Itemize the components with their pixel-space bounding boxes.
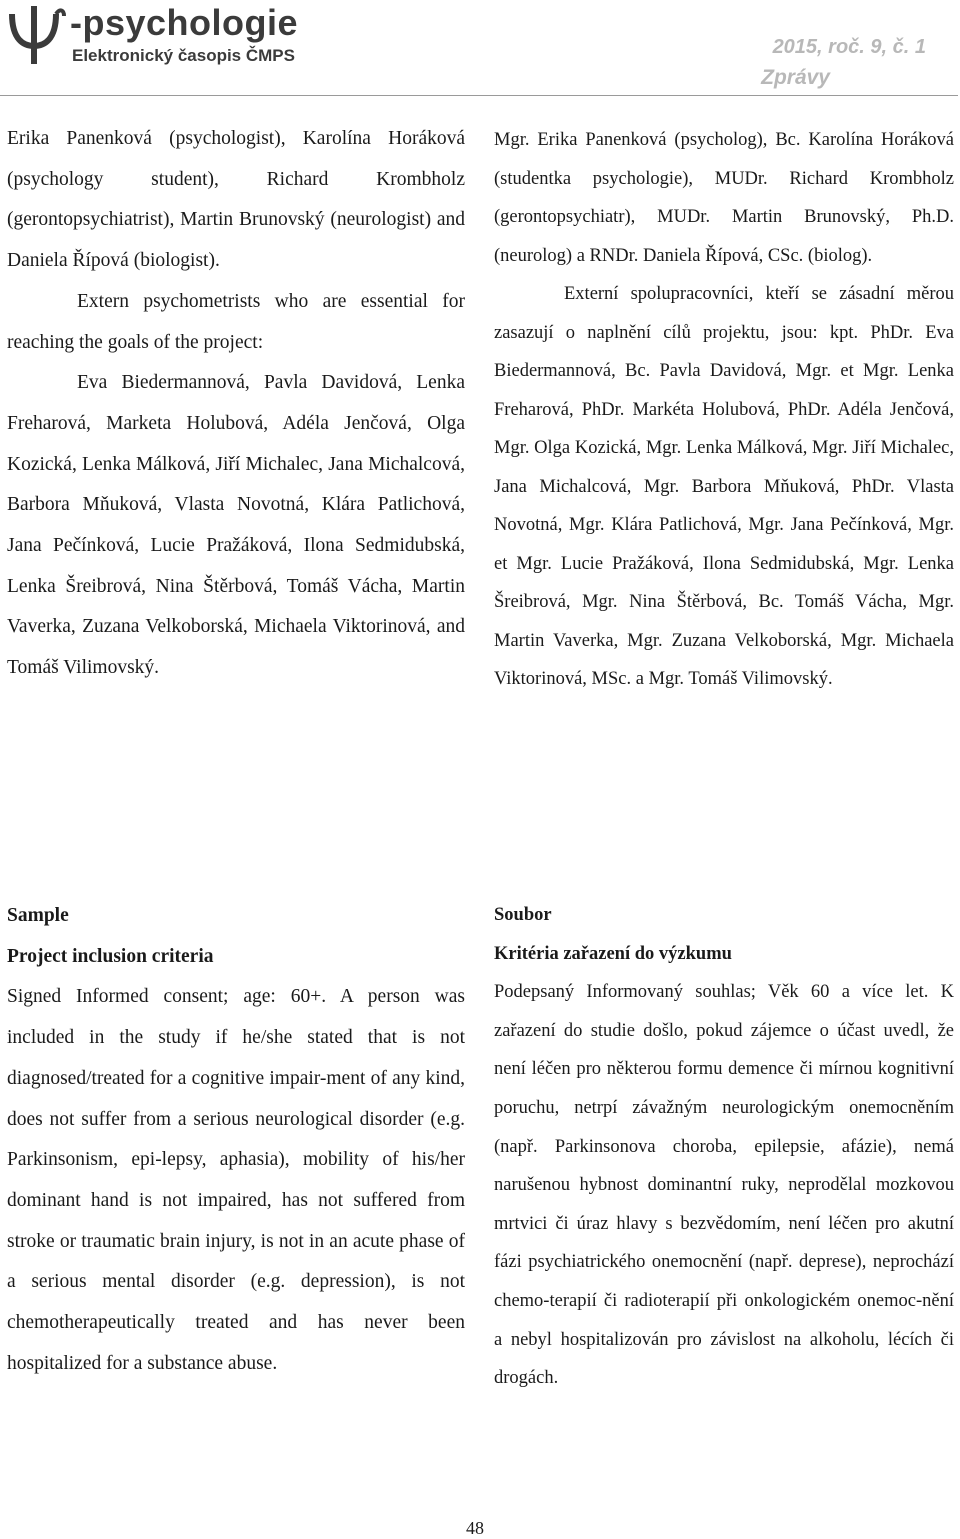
- czech-criteria-heading: Kritéria zařazení do výzkumu: [494, 943, 732, 964]
- page-header: [0, 0, 960, 96]
- english-sample-column: [7, 896, 465, 1384]
- psi-logo-icon: [4, 2, 66, 68]
- english-criteria-heading: Project inclusion criteria: [7, 945, 214, 967]
- english-extern-names: Eva Biedermannová, Pavla Davidová, Lenka Freharová, Marketa Holubová, Adéla Jenčová, Olga Kozická, Lenka Málková, Jiří Michalec, Jana Michalcová, Barbora Mňuková, Vlasta Novotná, Klára Patlichová, Jana Pečínková, Lucie Pražáková, Ilona Sedmidubská, Lenka Šreibrová, Nina Štěrbová, Tomáš Vácha, Martin Vaverka, Zuzana Velkoborská, Michaela Viktorinová, and Tomáš Vilimovský.: [7, 372, 465, 679]
- czech-team-paragraph: Mgr. Erika Panenková (psycholog), Bc. Karolína Horáková (studentka psychologie), MUDr. Richard Krombholz (gerontopsychiatr), MUDr. Martin Brunovský, Ph.D. (neurolog) a RNDr. Daniela Řípová, CSc. (biolog).: [494, 130, 954, 266]
- logo-subtitle: Elektronický časopis ČMPS: [72, 46, 295, 65]
- czech-criteria-text: Podepsaný Informovaný souhlas; Věk 60 a více let. K zařazení do studie došlo, pokud zájemce o účast uvedl, že není léčen pro některou formu demence či mírnou kognitivní poruchu, netrpí závažným neurologickým onemocněním (např. Parkinsonova choroba, epilepsie, afázie), nemá narušenou hybnost dominantní ruky, neprodělal mozkovou mrtvici či úraz hlavy s bezvědomím, není léčen pro akutní fázi psychiatrického onemocnění (např. deprese), neprochází chemo-terapií či radioterapií při onkologickém onemoc-nění a nebyl hospitalizován pro závislost na alkoholu, lécích či drogách.: [494, 982, 954, 1389]
- english-criteria-text: Signed Informed consent; age: 60+. A person was included in the study if he/she stated that is not diagnosed/treated for a cognitive impair-ment of any kind, does not suffer from a serious neurological disorder (e.g. Parkinsonism, epi-lepsy, aphasia), mobility of his/her dominant hand is not impaired, has not suffered from stroke or traumatic brain injury, is not in an acute phase of a serious mental disorder (e.g. depression), is not chemotherapeutically treated and has never been hospitalized for a substance abuse.: [7, 986, 465, 1374]
- english-team-paragraph: Erika Panenková (psychologist), Karolína Horáková (psychology student), Richard Krombholz (gerontopsychiatrist), Martin Brunovský (neurologist) and Daniela Řípová (biologist).: [7, 128, 465, 272]
- english-team-column: [7, 119, 465, 689]
- journal-logo[interactable]: [4, 2, 364, 68]
- czech-sample-heading: Soubor: [494, 905, 552, 925]
- english-sample-heading: Sample: [7, 905, 69, 926]
- section-label: Zprávy: [761, 66, 830, 89]
- czech-extern-paragraph: Externí spolupracovníci, kteří se zásadní měrou zasazují o naplnění cílů projektu, jsou: kpt. PhDr. Eva Biedermannová, Bc. Pavla Davidová, Mgr. et Mgr. Lenka Freharová, PhDr. Markéta Holubová, PhDr. Adéla Jenčová, Mgr. Olga Kozická, Mgr. Lenka Málková, Mgr. Jiří Michalec, Jana Michalcová, Mgr. Barbora Mňuková, PhDr. Vlasta Novotná, Mgr. Klára Patlichová, Mgr. Jana Pečínková, Mgr. et Mgr. Lucie Pražáková, Ilona Sedmidubská, Mgr. Lenka Šreibrová, Mgr. Nina Štěrbová, Bc. Tomáš Vácha, Mgr. Martin Vaverka, Mgr. Zuzana Velkoborská, Mgr. Michaela Viktorinová, MSc. a Mgr. Tomáš Vilimovský.: [494, 284, 954, 689]
- czech-team-column: [494, 121, 954, 699]
- czech-sample-column: [494, 896, 954, 1398]
- english-extern-intro: Extern psychometrists who are essential for reaching the goals of the project:: [7, 290, 465, 353]
- issue-label: 2015, roč. 9, č. 1: [772, 36, 926, 58]
- page-number: 48: [466, 1518, 484, 1538]
- header-divider: [0, 95, 958, 96]
- logo-title: -psychologie: [70, 2, 299, 43]
